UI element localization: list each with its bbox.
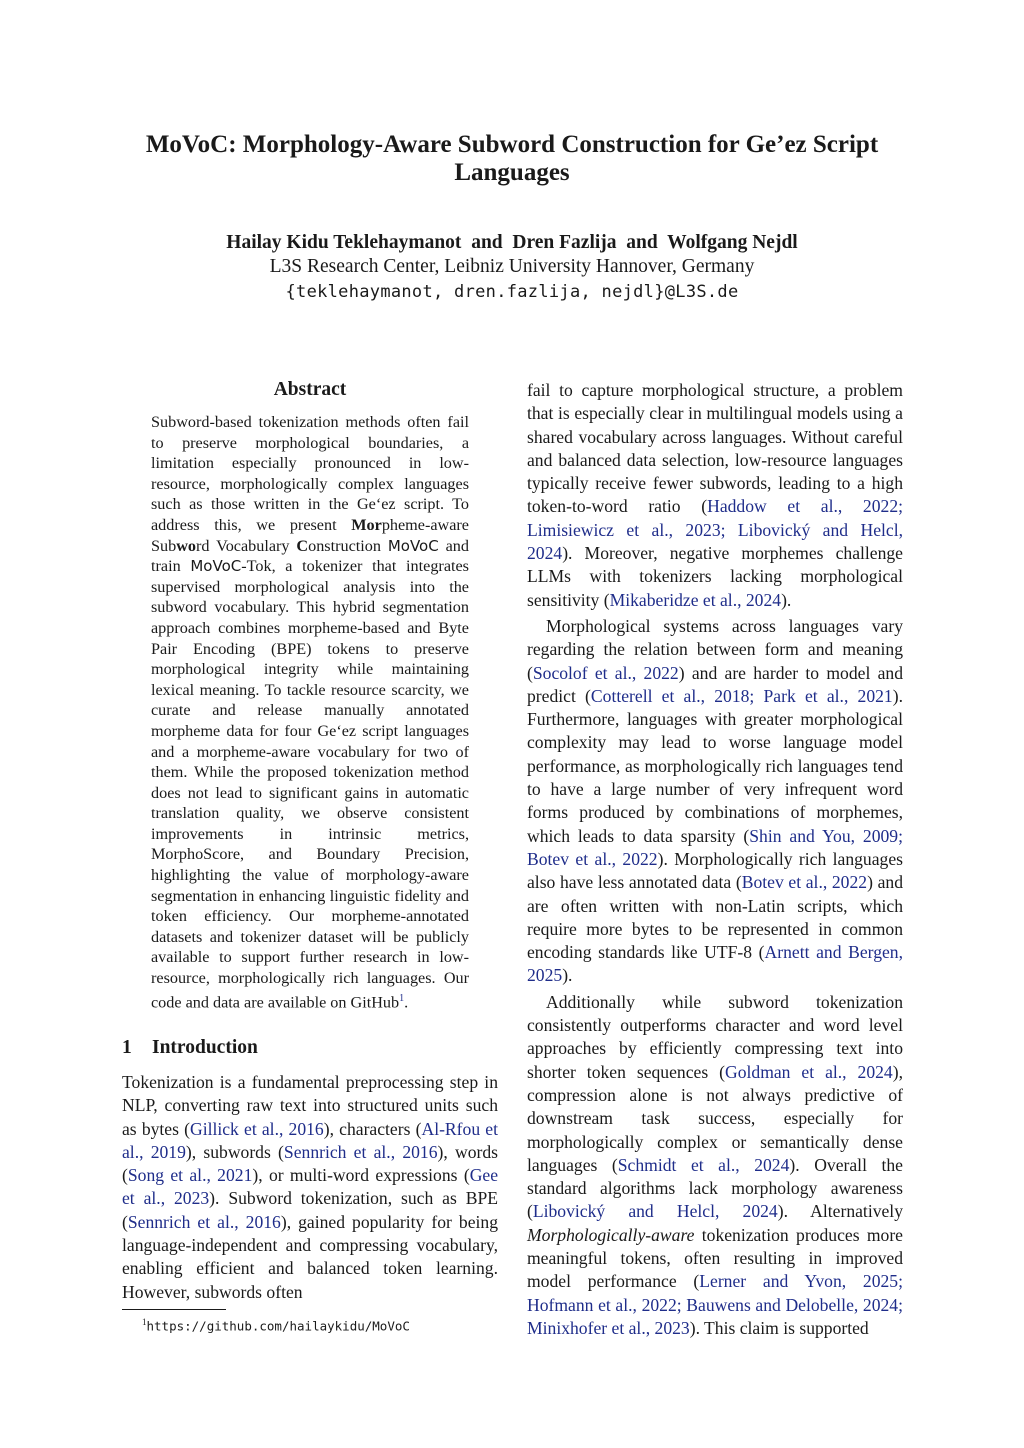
author-separator: and <box>471 232 503 253</box>
author-name: Wolfgang Nejdl <box>667 232 798 253</box>
citation-link[interactable]: Goldman et al., 2024 <box>725 1061 893 1082</box>
intro-right-column <box>527 379 903 1340</box>
citation-link[interactable]: Arnett and Bergen, 2025 <box>527 942 903 986</box>
author-name: Dren Fazlija <box>512 232 617 253</box>
footnote-rule <box>122 1309 226 1310</box>
paper-title: MoVoC: Morphology-Aware Subword Construction for Ge’ez Script Languages <box>145 131 879 186</box>
citation-link[interactable]: Botev et al., 2022 <box>741 872 868 893</box>
affiliation: L3S Research Center, Leibniz University Hannover, Germany <box>269 256 755 277</box>
citation-link[interactable]: Socolof et al., 2022 <box>532 662 679 683</box>
abstract-heading: Abstract <box>273 379 347 400</box>
citation-link[interactable]: Gee et al., 2023 <box>122 1165 499 1209</box>
citation-link[interactable]: Sennrich et al., 2016 <box>283 1141 438 1162</box>
footnote-ref-link[interactable]: 1 <box>399 992 405 1004</box>
intro-paragraph: Additionally while subword tokenization consistently outperforms character and word level approaches by efficiently compressing text into shorter token sequences (Goldman et al., 2024), compression alone is not always predictive of downstream task success, especially for morphologically complex or semantically dense languages (Schmidt et al., 2024). Overall the standard algorithms lack morphology awareness (Libovický and Helcl, 2024). Alternatively Morphologically-aware tokenization produces more meaningful tokens, often resulting in improved model performance (Lerner and Yvon, 2025; Hofmann et al., 2022; Bauwens and Delobelle, 2024; Minixhofer et al., 2023). This claim is supported <box>527 991 903 1338</box>
author-name: Hailay Kidu Teklehaymanot <box>226 232 462 253</box>
footnote-url-link[interactable]: https://github.com/hailaykidu/MoVoC <box>146 1318 410 1334</box>
citation-link[interactable]: Sennrich et al., 2016 <box>127 1211 281 1232</box>
citation-link[interactable]: Haddow et al., 2022; Limisiewicz et al., 2023; Libovický and Helcl, 2024 <box>527 496 904 564</box>
section-title: Introduction <box>152 1037 258 1058</box>
intro-paragraph: Morphological systems across languages vary regarding the relation between form and meaning (Socolof et al., 2022) and are harder to model and predict (Cotterell et al., 2018; Park et al., 2021). Furthermore, languages with greater morphological complexity may lead to worse language model performance, as morphologically rich languages tend to have a large number of very infrequent word forms produced by combinations of morphemes, which leads to data sparsity (Shin and You, 2009; Botev et al., 2022). Morphologically rich languages also have less annotated data (Botev et al., 2022) and are often written with non-Latin scripts, which require more bytes to be represented in common encoding standards like UTF-8 (Arnett and Bergen, 2025). <box>527 615 903 986</box>
section-heading-introduction <box>122 1036 498 1060</box>
citation-link[interactable]: Al-Rfou et al., 2019 <box>122 1118 498 1162</box>
citation-link[interactable]: Mikaberidze et al., 2024 <box>609 589 782 610</box>
citation-link[interactable]: Song et al., 2021 <box>127 1165 253 1186</box>
citation-link[interactable]: Gillick et al., 2016 <box>189 1118 324 1139</box>
footnote <box>142 1314 502 1334</box>
intro-paragraph: Tokenization is a fundamental preprocessing step in NLP, converting raw text into structured units such as bytes (Gillick et al., 2016), characters (Al-Rfou et al., 2019), subwords (Sennrich et al., 2016), words (Song et al., 2021), or multi-word expressions (Gee et al., 2023). Subword tokenization, such as BPE (Sennrich et al., 2016), gained popularity for being language-independent and compressing vocabulary, enabling efficient and balanced token learning. However, subwords often <box>122 1072 499 1302</box>
citation-link[interactable]: Cotterell et al., 2018; Park et al., 2021 <box>590 685 893 706</box>
author-separator: and <box>626 232 658 253</box>
abstract-body: Subword-based tokenization methods often fail to preserve morphological boundaries, a limitation especially pronounced in low-resource, morphologically complex languages such as those written in the Ge‘ez script. To address this, we present Morpheme-aware Subword Vocabulary Construction MoVoC and train MoVoC-Tok, a tokenizer that integrates supervised morphological analysis into the subword vocabulary. This hybrid segmentation approach combines morpheme-based and Byte Pair Encoding (BPE) tokens to preserve morphological integrity while maintaining lexical meaning. To tackle resource scarcity, we curate and release manually annotated morpheme data for four Ge‘ez script languages and a morpheme-aware vocabulary for two of them. While the proposed tokenization method does not lead to significant gains in automatic translation quality, we observe consistent improvements in intrinsic metrics, MorphoScore, and Boundary Precision, highlighting the value of morphology-aware segmentation in enhancing linguistic fidelity and token efficiency. Our morpheme-annotated datasets and tokenizer dataset will be publicly available to support further research in low-resource, morphologically rich languages. Our code and data are available on GitHub$^1$. <box>151 413 469 1012</box>
section-number: 1 <box>122 1037 132 1058</box>
intro-paragraph-continued: fail to capture morphological structure, a problem that is especially clear in multilingual models using a shared vocabulary across languages. Without careful and balanced data selection, low-resource languages typically receive fewer subwords, leading to a high token-to-word ratio (Haddow et al., 2022; Limisiewicz et al., 2023; Libovický and Helcl, 2024). Moreover, negative morphemes challenge LLMs with tokenizers lacking morphological sensitivity (Mikaberidze et al., 2024). <box>527 380 904 610</box>
author-email: {teklehaymanot, dren.fazlija, nejdl}@L3S.de <box>285 282 739 302</box>
citation-link[interactable]: Lerner and Yvon, 2025; Hofmann et al., 2022; Bauwens and Delobelle, 2024; Minixhofer et al., 2023 <box>527 1271 903 1338</box>
author-list <box>112 231 912 255</box>
footnote-mark: 1 <box>142 1317 147 1327</box>
citation-link[interactable]: Libovický and Helcl, 2024 <box>532 1201 778 1222</box>
intro-left-column <box>122 1071 498 1304</box>
citation-link[interactable]: Shin and You, 2009; Botev et al., 2022 <box>527 825 903 869</box>
citation-link[interactable]: Schmidt et al., 2024 <box>617 1154 790 1175</box>
